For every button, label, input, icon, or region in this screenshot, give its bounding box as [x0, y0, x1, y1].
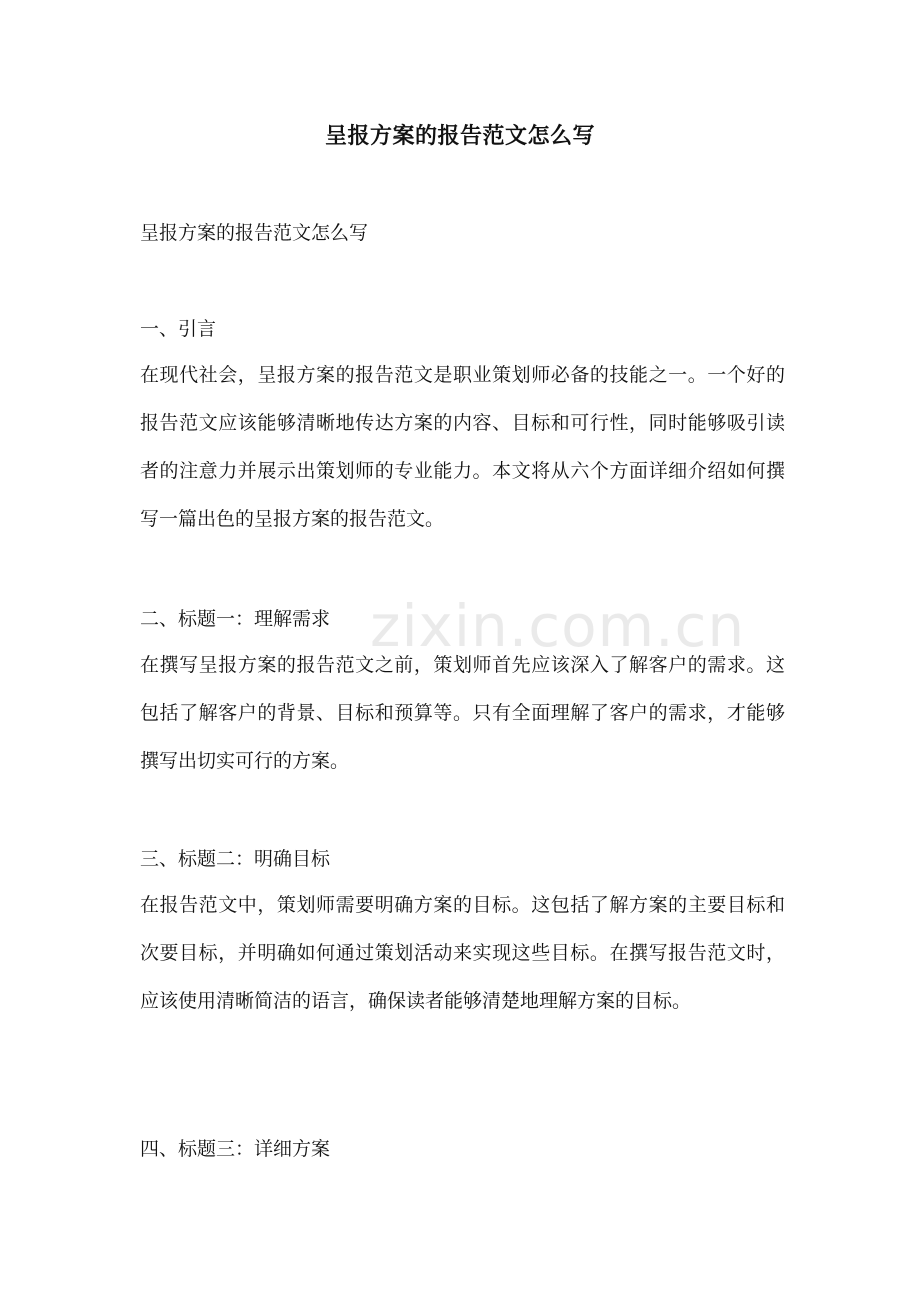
section-define-goals: [140, 843, 785, 1025]
section-detailed-plan: [140, 1133, 785, 1165]
section-understand-needs: [140, 603, 785, 785]
section-heading: 四、标题三：详细方案: [140, 1138, 331, 1160]
section-paragraph: 在现代社会，呈报方案的报告范文是职业策划师必备的技能之一。一个好的报告范文应该能够清晰地传达方案的内容、目标和可行性，同时能够吸引读者的注意力并展示出策划师的专业能力。本文将从六个方面详细介绍如何撰写一篇出色的呈报方案的报告范文。: [140, 364, 785, 530]
document-title: 呈报方案的报告范文怎么写: [324, 123, 595, 149]
section-heading: 一、引言: [140, 318, 217, 340]
section-paragraph: 在报告范文中，策划师需要明确方案的目标。这包括了解方案的主要目标和次要目标，并明确如何通过策划活动来实现这些目标。在撰写报告范文时，应该使用清晰简洁的语言，确保读者能够清楚地理解方案的目标。: [140, 894, 785, 1012]
section-heading: 二、标题一：理解需求: [140, 608, 331, 630]
section-introduction: [140, 313, 785, 543]
section-paragraph: 在撰写呈报方案的报告范文之前，策划师首先应该深入了解客户的需求。这包括了解客户的背景、目标和预算等。只有全面理解了客户的需求，才能够撰写出切实可行的方案。: [140, 654, 785, 772]
watermark-text: zixin.com.cn: [370, 592, 746, 660]
section-heading: 三、标题二：明确目标: [140, 848, 331, 870]
document-subtitle: 呈报方案的报告范文怎么写: [140, 222, 369, 244]
